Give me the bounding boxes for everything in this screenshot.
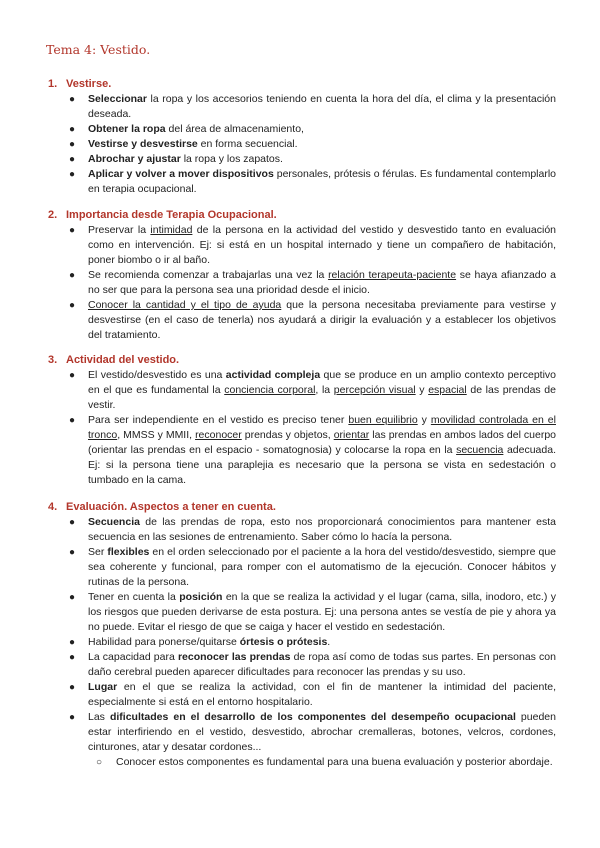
bullet-icon: ● [69,682,76,693]
item-text: Habilidad para ponerse/quitarse [88,636,240,648]
underlined-term: relación terapeuta-paciente [328,269,457,281]
list-item [48,413,556,488]
item-text: la ropa y los zapatos. [180,153,283,165]
list-item [48,635,556,650]
item-text: en el orden seleccionado por el paciente a la hora del vestido/desvestido, siempre que sea coherente y funcional, para romper con el automatismo de la ejecución. Conocer hábitos y rutinas de la persona. [88,546,556,588]
section-number: 2. [48,209,58,221]
bold-term: dificultades en el desarrollo de los componentes del desempeño ocupacional [109,711,516,723]
section-vestirse [48,77,556,197]
section-actividad [48,353,556,488]
underlined-term: espacial [428,384,467,396]
list-item [48,368,556,413]
bullet-icon: ● [69,300,76,311]
bullet-icon: ● [69,637,76,648]
bold-term: Lugar [88,681,118,693]
underlined-term: orientar [333,429,370,441]
item-text: Para ser independiente en el vestido es preciso tener [88,414,349,426]
bullet-icon: ● [69,154,76,165]
sub-list-item [48,755,556,770]
item-text: Se recomienda comenzar a trabajarlas una vez la [88,269,329,281]
section-number: 3. [48,354,58,366]
item-text: del área de almacenamiento, [165,123,304,135]
underlined-term: percepción visual [333,384,416,396]
underlined-term: conciencia corporal [224,384,316,396]
item-text: en forma secuencial. [197,138,298,150]
list-item [48,680,556,710]
list-item [48,268,556,298]
item-text: prendas y objetos, [241,429,334,441]
bold-term: flexibles [107,546,150,558]
item-text: , MMSS y MMII, [117,429,196,441]
item-text: adecuada. Ej: si la persona tiene una paraplejia es necesario que la persona se vista en sedestación o tumbado en la cama. [88,444,556,486]
page-title: Tema 4: Vestido. [46,42,151,57]
section-number: 1. [48,78,58,90]
underlined-term: intimidad [150,224,193,236]
bold-term: reconocer las prendas [177,651,291,663]
list-item [48,137,556,152]
list-item [48,298,556,343]
section-heading [48,208,556,223]
list-item [48,590,556,635]
bold-term: Seleccionar [88,93,147,105]
item-text: y [417,414,431,426]
item-text: El vestido/desvestido es una [88,369,226,381]
bullet-icon: ● [69,547,76,558]
bold-term: Vestirse y desvestirse [88,138,198,150]
hollow-bullet-icon: ○ [96,757,103,768]
item-text: de las prendas de ropa, esto nos proporcionará conocimientos para mantener esta secuencia en las sesiones de entrenamiento. Saber cómo lo hacía la persona. [88,516,556,543]
underlined-term: secuencia [456,444,504,456]
section-number: 4. [48,501,58,513]
item-text: Las [88,711,110,723]
item-text: Preservar la [88,224,151,236]
item-text: en la que se realiza la actividad y el lugar (cama, silla, inodoro, etc.) y los riesgos que pueden derivarse de esta postura. Ej: una persona antes se vestía de pie y ahora ya no puede. Evitar el riesgo de que se caiga y hacer el vestido en sedestación. [88,591,556,633]
list-item [48,545,556,590]
item-text: se haya afianzado a no ser que para la persona sea una prioridad desde el inicio. [88,269,556,296]
section-heading [48,77,556,92]
bullet-icon: ● [69,124,76,135]
item-text: y [415,384,429,396]
underlined-term: Conocer la cantidad y el tipo de ayuda [88,299,282,311]
bold-term: Obtener la ropa [88,123,166,135]
underlined-term: movilidad controlada en el tronco [88,414,556,441]
item-text: . [327,636,331,648]
bullet-icon: ● [69,592,76,603]
item-text: personales, prótesis o férulas. Es fundamental contemplarlo en terapia ocupacional. [88,168,556,195]
underlined-term: buen equilibrio [348,414,418,426]
bold-term: órtesis o prótesis [239,636,328,648]
list-item [48,650,556,680]
list-item [48,92,556,122]
underlined-term: reconocer [195,429,242,441]
list-item [48,122,556,137]
item-text: que la persona necesitaba previamente para vestirse y desvestirse (en el caso de tenerla) nos ayudará a dirigir la evaluación y a establecer los objetivos del tratamiento. [88,299,557,341]
bold-term: posición [179,591,223,603]
item-text: , la [315,384,334,396]
bold-term: Abrochar y ajustar [88,153,181,165]
bullet-icon: ● [69,415,76,426]
section-title: Actividad del vestido. [66,354,180,366]
item-text: de la persona en la actividad del vestido y desvestido tanto en evaluación como en intervención. Ej: si está en un hospital internado y tiene un compañero de habitación, poner biombo o ir al baño. [88,224,556,266]
item-text: Conocer estos componentes es fundamental para una buena evaluación y posterior abordaje. [116,756,553,768]
item-text: que se produce en un amplio contexto perceptivo en el que es fundamental la [88,369,557,396]
section-title: Importancia desde Terapia Ocupacional. [66,209,277,221]
section-title: Vestirse. [66,78,112,90]
list-item [48,710,556,755]
bold-term: Secuencia [88,516,140,528]
section-heading [48,353,556,368]
bullet-icon: ● [69,169,76,180]
item-text: la ropa y los accesorios teniendo en cuenta la hora del día, el clima y la presentación deseada. [88,93,556,120]
bold-term: Aplicar y volver a mover dispositivos [88,168,274,180]
item-text: pueden estar interfiriendo en el vestido, desvestido, abrochar cremalleras, botones, velcros, cordones, cinturones, atar y desatar cordones... [88,711,556,753]
item-text: Ser [88,546,108,558]
item-text: las prendas en ambos lados del cuerpo (orientar las prendas en el espacio - somatognosia) y colocarse la ropa en la [88,429,557,456]
section-heading [48,500,556,515]
bold-term: actividad compleja [225,369,321,381]
item-text: de ropa así como de todas sus partes. En personas con daño cerebral pueden aparecer dificultades para reconocer las prendas y su uso. [88,651,556,678]
section-evaluacion [48,500,556,770]
section-title: Evaluación. Aspectos a tener en cuenta. [66,501,276,513]
item-text: Tener en cuenta la [88,591,180,603]
section-importancia [48,208,556,343]
item-text: La capacidad para [88,651,178,663]
bullet-icon: ● [69,370,76,381]
bullet-icon: ● [69,652,76,663]
item-text: en el que se realiza la actividad, con el fin de mantener la intimidad del paciente, especialmente si está en el entorno hospitalario. [88,681,556,708]
item-text: de las prendas de vestir. [88,384,556,411]
list-item [48,167,556,197]
bullet-icon: ● [69,94,76,105]
bullet-icon: ● [69,270,76,281]
bullet-icon: ● [69,712,76,723]
bullet-icon: ● [69,517,76,528]
bullet-icon: ● [69,225,76,236]
bullet-icon: ● [69,139,76,150]
list-item [48,515,556,545]
list-item [48,152,556,167]
list-item [48,223,556,268]
